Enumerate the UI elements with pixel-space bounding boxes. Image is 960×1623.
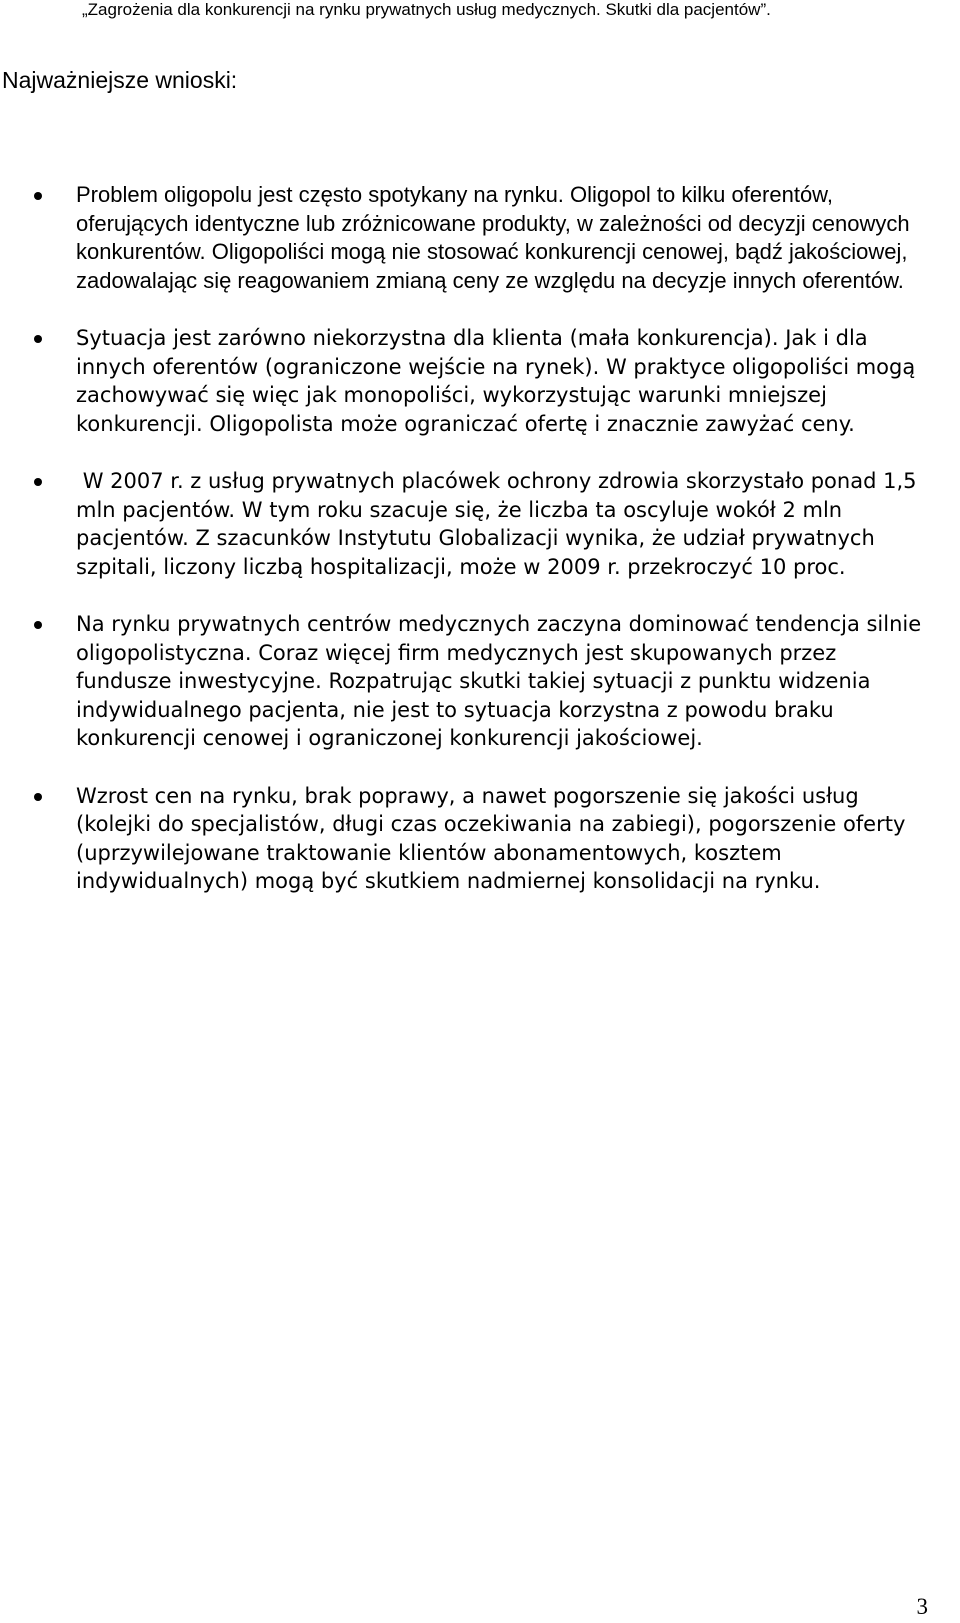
list-item-text: Wzrost cen na rynku, brak poprawy, a nawet pogorszenie się jakości usług (kolejki do specjalistów, długi czas oczekiwania na zabiegi), pogorszenie oferty (uprzywilejowane traktowanie klientów abonamentowych, kosztem indywidualnych) mogą być skutkiem nadmiernej konsolidacji na rynku. [76, 783, 906, 893]
list-item [30, 324, 935, 438]
bullet-icon [34, 793, 42, 801]
list-item [30, 782, 935, 896]
list-item-text: Sytuacja jest zarówno niekorzystna dla klienta (mała konkurencja). Jak i dla innych oferentów (ograniczone wejście na rynek). W praktyce oligopoliści mogą zachowywać się więc jak monopoliści, wykorzystując warunki mniejszej konkurencji. Oligopolista może ograniczać ofertę i znacznie zawyżać ceny. [76, 326, 916, 436]
document-header: „Zagrożenia dla konkurencji na rynku prywatnych usług medycznych. Skutki dla pacjentów”. [82, 0, 771, 19]
bullet-icon [34, 621, 42, 629]
page-number: 3 [916, 1594, 928, 1619]
section-heading: Najważniejsze wnioski: [2, 67, 238, 93]
bullet-icon [34, 192, 42, 200]
list-item-text: W 2007 r. z usług prywatnych placówek ochrony zdrowia skorzystało ponad 1,5 mln pacjentów. W tym roku szacuje się, że liczba ta oscyluje wokół 2 mln pacjentów. Z szacunków Instytutu Globalizacji wynika, że udział prywatnych szpitali, liczony liczbą hospitalizacji, może w 2009 r. przekroczyć 10 proc. [76, 469, 924, 579]
list-item [30, 610, 935, 753]
list-item [30, 467, 935, 581]
list-item-text: Problem oligopolu jest często spotykany na rynku. Oligopol to kilku oferentów, oferujących identyczne lub zróżnicowane produkty, w zależności od decyzji cenowych konkurentów. Oligopoliści mogą nie stosować konkurencji cenowej, bądź jakościowej, zadowalając się reagowaniem zmianą ceny ze względu na decyzje innych oferentów. [76, 182, 910, 293]
conclusions-list [30, 181, 935, 925]
bullet-icon [34, 478, 42, 486]
bullet-icon [34, 335, 42, 343]
list-item-text: Na rynku prywatnych centrów medycznych zaczyna dominować tendencja silnie oligopolistyczna. Coraz więcej firm medycznych jest skupowanych przez fundusze inwestycyjne. Rozpatrując skutki takiej sytuacji z punktu widzenia indywidualnego pacjenta, nie jest to sytuacja korzystna z powodu braku konkurencji cenowej i ograniczonej konkurencji jakościowej. [76, 612, 922, 750]
list-item [30, 181, 935, 295]
